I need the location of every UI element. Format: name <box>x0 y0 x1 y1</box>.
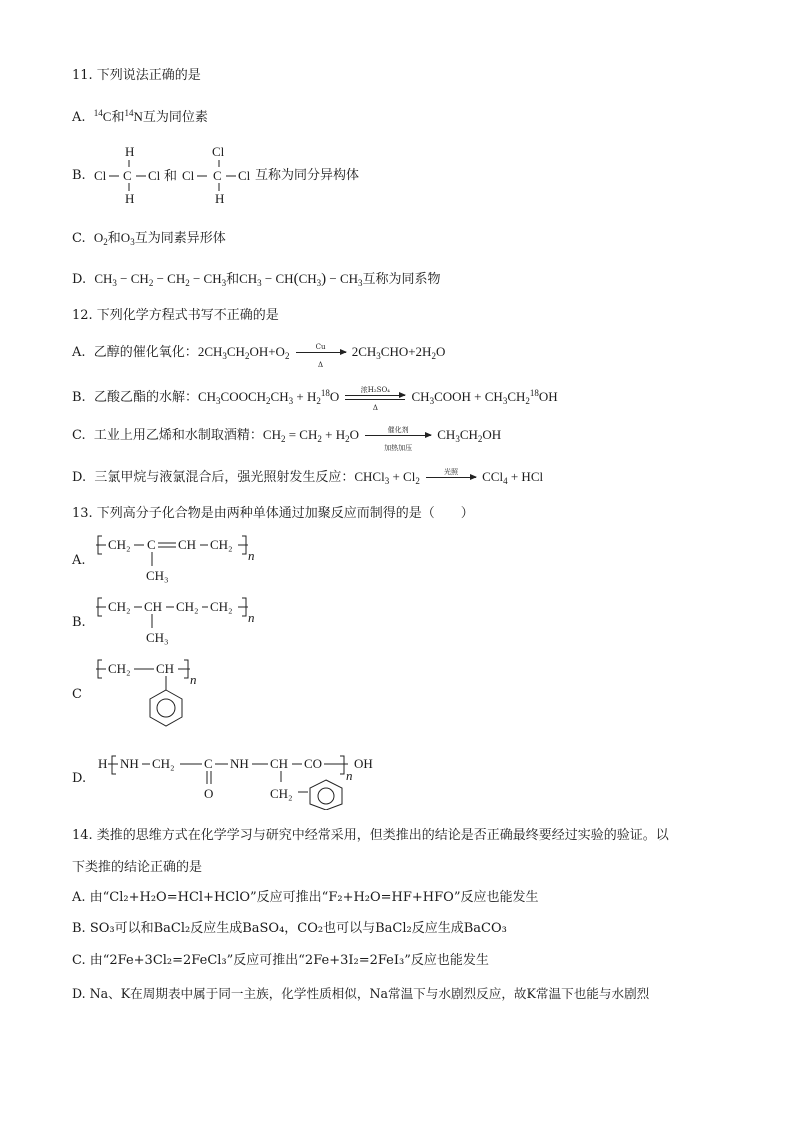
b2-cl-top: Cl <box>212 144 225 159</box>
q12-stem: 12. 下列化学方程式书写不正确的是 <box>72 308 279 323</box>
q14-stem-line1: 14. 类推的思维方式在化学学习与研究中经常采用，但类推出的结论是否正确最终要经过实验的验证。以 <box>72 828 669 843</box>
q13-option-c-polystyrene <box>94 656 214 734</box>
q13-option-b-label: B. <box>72 615 86 630</box>
q14-option-a: A. 由“Cl₂+H₂O=HCl+HClO”反应可推出“F₂+H₂O=HF+HFO”反应也能发生 <box>72 890 539 905</box>
q13-stem: 13. 下列高分子化合物是由两种单体通过加聚反应而制得的是（ ） <box>72 506 474 521</box>
b1-cl-left: Cl <box>94 168 107 183</box>
svg-text:n: n <box>248 548 255 563</box>
svg-text:OH: OH <box>354 756 373 771</box>
svg-text:n: n <box>248 610 255 625</box>
b-and: 和 <box>164 168 178 183</box>
b1-h-top: H <box>125 144 135 159</box>
arrow-light: 光照 <box>426 477 476 478</box>
svg-text:C: C <box>147 537 156 552</box>
svg-text:NH: NH <box>230 756 249 771</box>
q13-option-a-polymer <box>94 532 274 584</box>
svg-text:CH: CH <box>270 756 289 771</box>
q13-option-d-polypeptide <box>96 752 396 810</box>
b2-c: C <box>213 168 222 183</box>
q11-option-b-tail: 互称为同分异构体 <box>255 168 360 183</box>
svg-text:CH₂: CH₂ <box>108 599 131 614</box>
q13-option-a-label: A. <box>72 553 86 568</box>
arrow-catalyst: 催化剂 加热加压 <box>365 435 431 436</box>
svg-text:CH: CH <box>144 599 163 614</box>
q11-option-c: C. $O_2$和$O_3$互为同素异形体 <box>72 230 226 247</box>
q12-option-a: A. 乙醇的催化氧化：$2CH_3CH_2OH+O_2$ $\frac{Cu}{\Delta}$ $2CH_3CHO+2H_2O$ <box>72 343 446 369</box>
q13-option-c-label: C <box>72 687 82 702</box>
svg-text:CH₂: CH₂ <box>270 786 293 801</box>
b1-c: C <box>123 168 132 183</box>
q12-option-d: D. 三氯甲烷与液氯混合后，强光照射发生反应：CHCl$_3$ + $Cl_2$ 光照 CCl$_4$ + HCl <box>72 468 544 486</box>
svg-text:NH: NH <box>120 756 139 771</box>
q11-option-d: D. $CH_3 - CH_2 - CH_2 - CH_3$和$CH_3 - CH(CH_3) - CH_3$互称为同系物 <box>72 271 441 288</box>
svg-text:H: H <box>98 756 108 771</box>
b1-cl-right: Cl <box>148 168 161 183</box>
q13-option-b-polymer <box>94 594 274 646</box>
q11-option-a: A. $^{14}$C和$^{14}$N互为同位素 <box>72 108 208 125</box>
svg-text:CH₃: CH₃ <box>146 630 169 645</box>
b2-h-bottom: H <box>215 191 225 206</box>
b2-cl-right: Cl <box>238 168 251 183</box>
q14-option-b: B. SO₃可以和BaCl₂反应生成BaSO₄，CO₂也可以与BaCl₂反应生成BaCO₃ <box>72 921 507 936</box>
svg-text:CH₂: CH₂ <box>108 661 131 676</box>
svg-text:CH₂: CH₂ <box>152 756 175 771</box>
svg-text:CO: CO <box>304 756 323 771</box>
reversible-arrow: 浓H₂SO₄ Δ <box>345 395 405 400</box>
q13-option-d-label: D. <box>72 771 87 786</box>
svg-text:C: C <box>204 756 213 771</box>
q11-stem: 11. 下列说法正确的是 <box>72 68 201 83</box>
svg-text:CH₂: CH₂ <box>210 537 233 552</box>
svg-text:CH₂: CH₂ <box>176 599 199 614</box>
svg-text:O: O <box>204 786 214 801</box>
b1-h-bottom: H <box>125 191 135 206</box>
svg-text:CH: CH <box>178 537 197 552</box>
svg-text:n: n <box>190 672 197 687</box>
svg-text:CH₂: CH₂ <box>210 599 233 614</box>
q14-option-c: C. 由“2Fe+3Cl₂=2FeCl₃”反应可推出“2Fe+3I₂=2FeI₃”反应也能发生 <box>72 953 489 968</box>
b2-cl-left: Cl <box>182 168 195 183</box>
svg-text:n: n <box>346 768 353 783</box>
svg-text:CH₃: CH₃ <box>146 568 169 583</box>
q12-option-c: C. 工业上用乙烯和水制取酒精：$CH_2 = CH_2 + H_2O$ 催化剂 加热加压 $CH_3CH_2OH$ <box>72 426 502 452</box>
arrow-cu: $\frac{Cu}{\Delta}$ <box>296 352 346 353</box>
svg-text:CH: CH <box>156 661 175 676</box>
q11-option-b-label: B. <box>72 168 86 183</box>
q14-option-d: D. Na、K在周期表中属于同一主族，化学性质相似，Na常温下与水剧烈反应，故K常温下也能与水剧烈 <box>72 986 650 1001</box>
svg-text:CH₂: CH₂ <box>108 537 131 552</box>
q14-stem-line2: 下类推的结论正确的是 <box>72 860 203 875</box>
q12-option-b: B. 乙酸乙酯的水解：$CH_3COOCH_2CH_3 + H_2^{18}O$ 浓H₂SO₄ Δ $CH_3COOH + CH_3CH_2^{18}OH$ <box>72 386 558 412</box>
